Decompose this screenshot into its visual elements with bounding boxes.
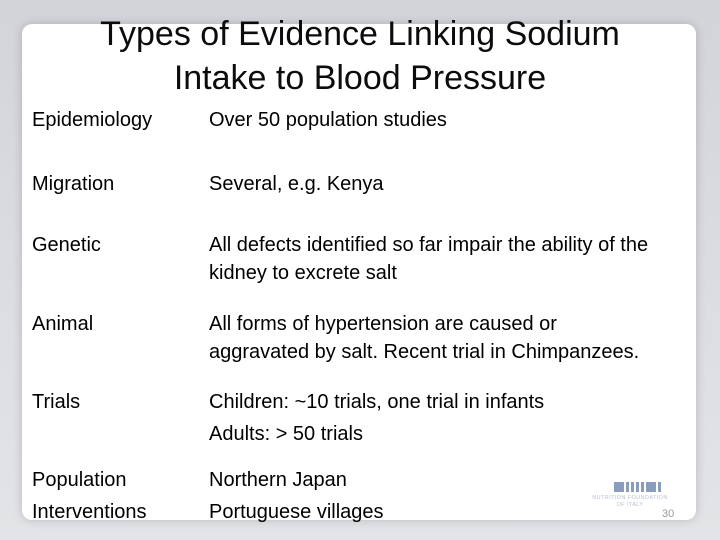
logo-caption-line: NUTRITION FOUNDATION [592, 495, 668, 501]
label-line: Trials [32, 391, 81, 413]
value-line: Children: ~10 trials, one trial in infants [209, 391, 545, 413]
value-line: Adults: > 50 trials [209, 423, 363, 445]
label-line: Genetic [32, 234, 101, 256]
label-line: Animal [32, 313, 94, 335]
label-line: Interventions [32, 501, 147, 523]
evidence-description [209, 170, 699, 198]
label-line: Epidemiology [32, 109, 153, 131]
evidence-description [209, 231, 699, 287]
value-line: Northern Japan [209, 469, 347, 491]
evidence-type-label [32, 310, 202, 338]
nfi-logo-icon [612, 480, 682, 494]
value-line: All forms of hypertension are caused or [209, 313, 557, 335]
logo-caption-line: OF ITALY [616, 502, 644, 508]
value-line: kidney to excrete salt [209, 262, 397, 284]
evidence-type-label [32, 106, 202, 134]
value-line: Portuguese villages [209, 501, 384, 523]
value-line: All defects identified so far impair the ability of the [209, 234, 649, 256]
page-number: 30 [662, 508, 675, 520]
logo-caption [576, 495, 684, 509]
value-line: Several, e.g. Kenya [209, 173, 384, 195]
evidence-type-label [32, 170, 202, 198]
evidence-type-label [32, 386, 202, 418]
evidence-type-label [32, 231, 202, 259]
title-line-1: Types of Evidence Linking Sodium [100, 15, 620, 53]
evidence-description [209, 310, 699, 366]
label-line: Migration [32, 173, 115, 195]
slide-title [0, 12, 720, 100]
evidence-description [209, 106, 699, 134]
value-line: aggravated by salt. Recent trial in Chimpanzees. [209, 341, 640, 363]
evidence-type-label [32, 464, 202, 528]
label-line: Population [32, 469, 127, 491]
evidence-description [209, 386, 699, 450]
title-line-2: Intake to Blood Pressure [173, 59, 547, 97]
value-line: Over 50 population studies [209, 109, 447, 131]
